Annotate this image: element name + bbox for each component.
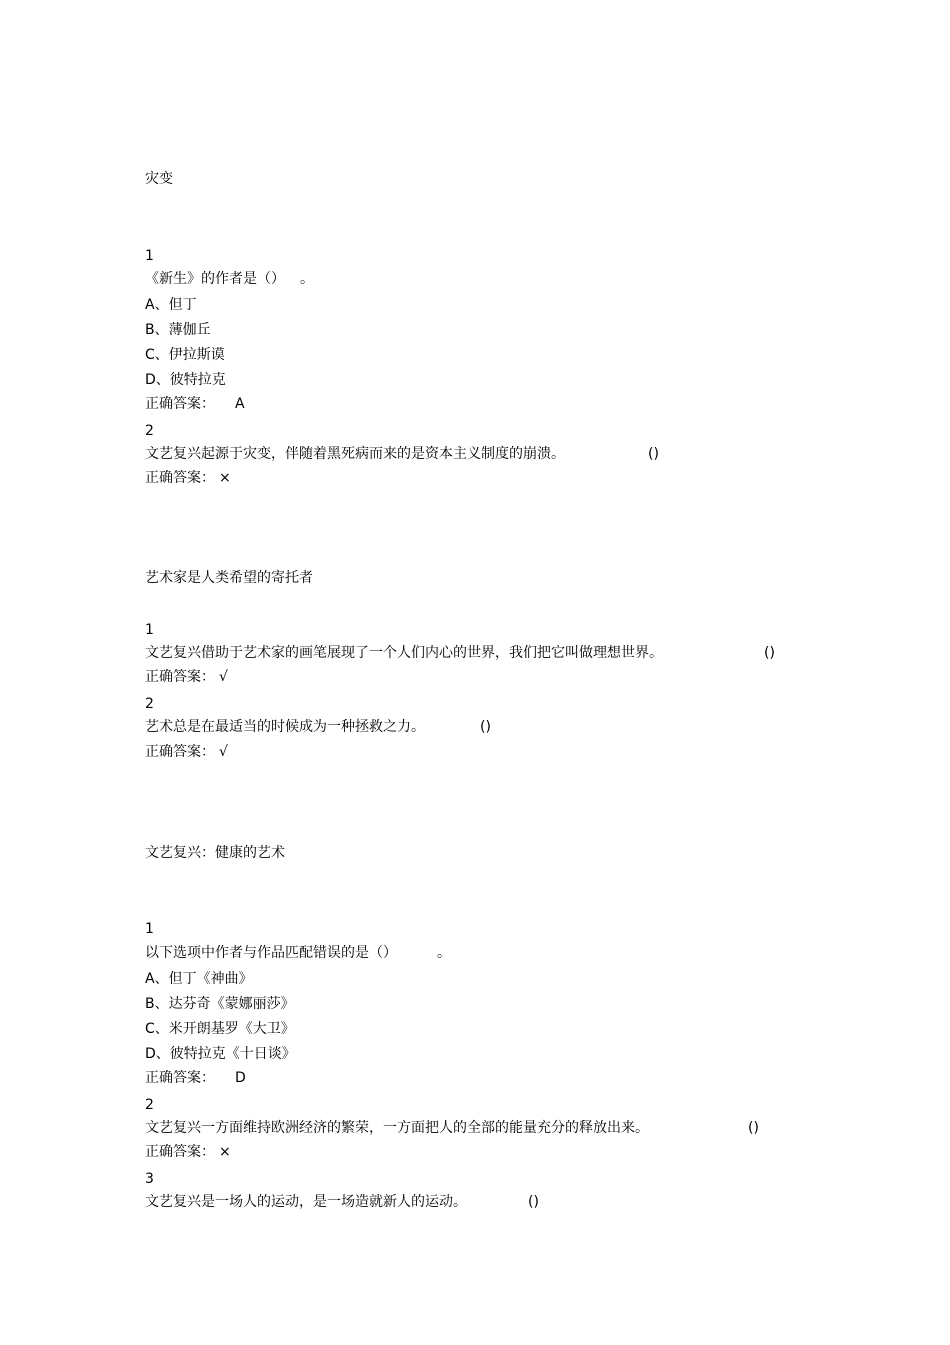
question-number: 3 <box>145 1171 154 1187</box>
answer-value: √ <box>219 744 228 760</box>
question-paren: () <box>528 1194 539 1210</box>
question-text: 文艺复兴起源于灾变，伴随着黑死病而来的是资本主义制度的崩溃。 <box>145 446 565 462</box>
answer-label: 正确答案： <box>145 470 215 486</box>
answer-value: A <box>235 396 245 412</box>
question-tail: 。 <box>437 945 451 961</box>
question-number: 1 <box>145 921 154 937</box>
answer-label: 正确答案： <box>145 1144 215 1160</box>
question-text: 艺术总是在最适当的时候成为一种拯救之力。 <box>145 719 425 735</box>
question-text: 文艺复兴一方面维持欧洲经济的繁荣，一方面把人的全部的能量充分的释放出来。 <box>145 1120 649 1136</box>
answer-label: 正确答案： <box>145 744 215 760</box>
question-number: 2 <box>145 1097 154 1113</box>
question-number: 1 <box>145 622 154 638</box>
answer-value: × <box>219 470 231 486</box>
section-title: 文艺复兴：健康的艺术 <box>145 845 285 861</box>
option-a: A、但丁《神曲》 <box>145 971 253 987</box>
question-text: 《新生》的作者是（） <box>145 271 285 287</box>
question-text: 文艺复兴是一场人的运动，是一场造就新人的运动。 <box>145 1194 467 1210</box>
section-title: 灾变 <box>145 171 173 187</box>
question-text: 文艺复兴借助于艺术家的画笔展现了一个人们内心的世界，我们把它叫做理想世界。 <box>145 645 663 661</box>
option-a: A、但丁 <box>145 297 197 313</box>
section-title: 艺术家是人类希望的寄托者 <box>145 570 313 586</box>
question-paren: () <box>764 645 775 661</box>
question-paren: () <box>748 1120 759 1136</box>
option-b: B、薄伽丘 <box>145 322 211 338</box>
option-c: C、伊拉斯谟 <box>145 347 225 363</box>
answer-value: × <box>219 1144 231 1160</box>
option-c: C、米开朗基罗《大卫》 <box>145 1021 295 1037</box>
option-d: D、彼特拉克 <box>145 372 226 388</box>
question-text: 以下选项中作者与作品匹配错误的是（） <box>145 945 397 961</box>
question-number: 2 <box>145 423 154 439</box>
question-number: 1 <box>145 248 154 264</box>
question-tail: 。 <box>300 271 314 287</box>
answer-label: 正确答案： <box>145 396 215 412</box>
option-d: D、彼特拉克《十日谈》 <box>145 1046 296 1062</box>
answer-value: √ <box>219 669 228 685</box>
answer-label: 正确答案： <box>145 669 215 685</box>
option-b: B、达芬奇《蒙娜丽莎》 <box>145 996 295 1012</box>
question-paren: () <box>648 446 659 462</box>
answer-value: D <box>235 1070 246 1086</box>
question-number: 2 <box>145 696 154 712</box>
question-paren: () <box>480 719 491 735</box>
answer-label: 正确答案： <box>145 1070 215 1086</box>
